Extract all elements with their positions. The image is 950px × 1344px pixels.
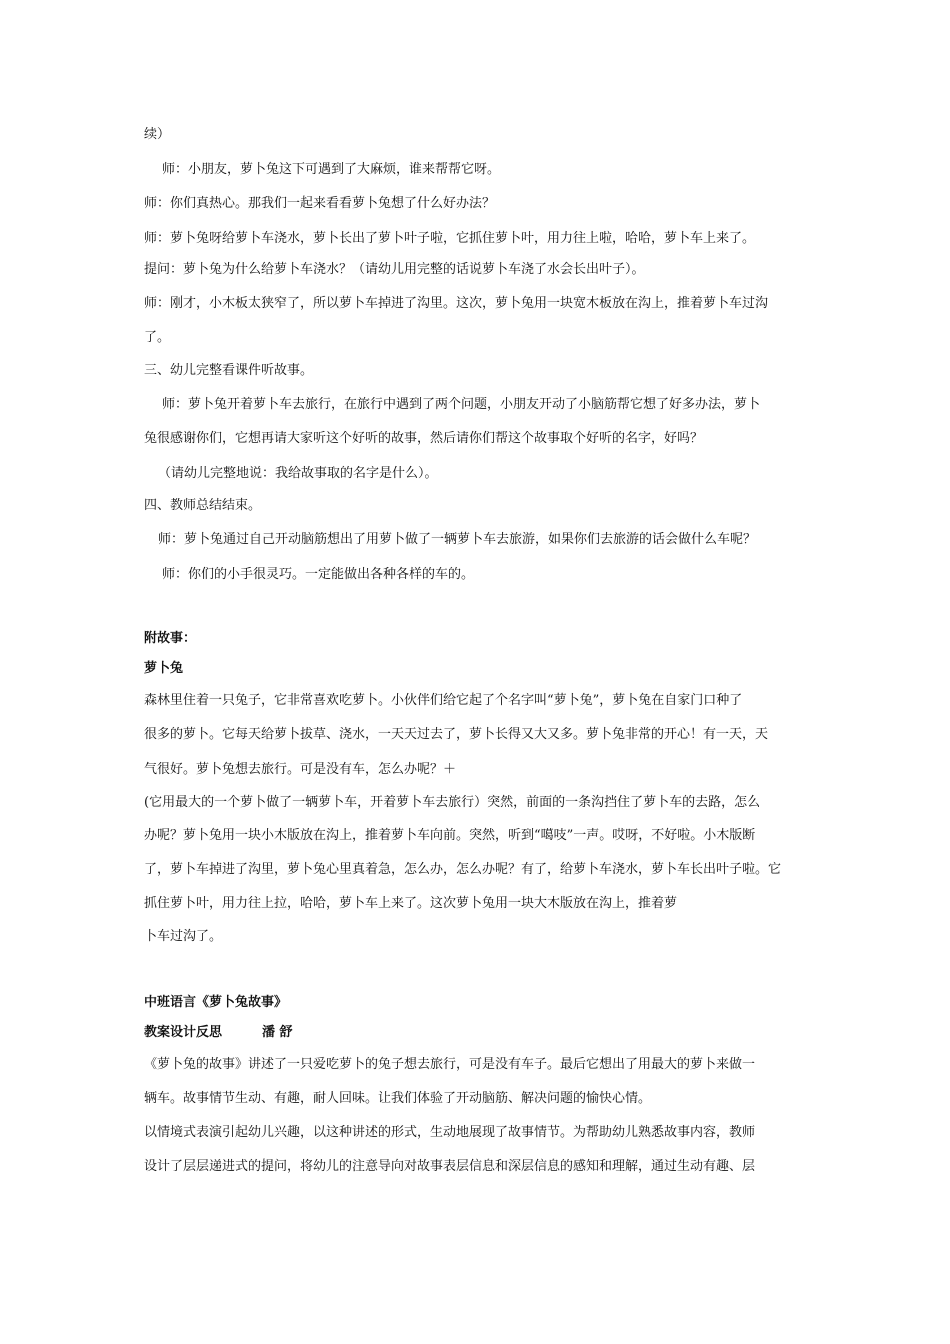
reflection-label: 教案设计反思 <box>144 1025 223 1040</box>
story-title: 萝卜兔 <box>144 661 184 676</box>
reflection-line: 辆车。故事情节生动、有趣，耐人回味。让我们体验了开动脑筋、解决问题的愉快心情。 <box>144 1091 652 1106</box>
reflection-line: 《萝卜兔的故事》讲述了一只爱吃萝卜的兔子想去旅行，可是没有车子。最后它想出了用最大的萝卜来做一 <box>144 1057 756 1072</box>
section-heading: 三、幼儿完整看课件听故事。 <box>144 363 314 378</box>
story-line: 办呢？萝卜兔用一块小木版放在沟上，推着萝卜车向前。突然，听到“噶吱”一声。哎呀，不好啦。小木版断 <box>144 828 756 843</box>
text-line: 师：刚才，小木板太狭窄了，所以萝卜车掉进了沟里。这次，萝卜兔用一块宽木板放在沟上，推着萝卜车过沟 <box>144 296 769 311</box>
author-name: 潘 舒 <box>262 1025 293 1040</box>
text-line: 了。 <box>144 330 171 345</box>
story-line: 了，萝卜车掉进了沟里，萝卜兔心里真着急，怎么办，怎么办呢？有了，给萝卜车浇水，萝卜车长出叶子啦。它 <box>144 862 782 877</box>
text-line: 师：你们真热心。那我们一起来看看萝卜兔想了什么好办法？ <box>144 196 496 211</box>
lesson-title: 中班语言《萝卜兔故事》 <box>144 995 288 1010</box>
story-line: 森林里住着一只兔子，它非常喜欢吃萝卜。小伙伴们给它起了个名字叫“萝卜兔”，萝卜兔在自家门口种了 <box>144 693 743 708</box>
story-line: (它用最大的一个萝卜做了一辆萝卜车，开着萝卜车去旅行）突然，前面的一条沟挡住了萝卜车的去路，怎么 <box>144 795 761 810</box>
text-line: 提问：萝卜兔为什么给萝卜车浇水？（请幼儿用完整的话说萝卜车浇了水会长出叶子）。 <box>144 262 645 277</box>
text-line: 兔很感谢你们，它想再请大家听这个好听的故事，然后请你们帮这个故事取个好听的名字，好吗？ <box>144 431 704 446</box>
text-line: 师：萝卜兔呀给萝卜车浇水，萝卜长出了萝卜叶子啦，它抓住萝卜叶，用力往上啦，哈哈，萝卜车上来了。 <box>144 231 756 246</box>
reflection-heading <box>144 1024 293 1042</box>
text-line: 续） <box>144 127 171 142</box>
appendix-heading: 附故事： <box>144 631 197 646</box>
section-heading: 四、教师总结结束。 <box>144 498 262 513</box>
reflection-line: 设计了层层递进式的提问，将幼儿的注意导向对故事表层信息和深层信息的感知和理解，通过生动有趣、层 <box>144 1159 756 1174</box>
text-line: 师：萝卜兔开着萝卜车去旅行，在旅行中遇到了两个问题，小朋友开动了小脑筋帮它想了好多办法，萝卜 <box>162 397 761 412</box>
text-line: 师：小朋友，萝卜兔这下可遇到了大麻烦，谁来帮帮它呀。 <box>162 162 501 177</box>
text-line: 师：你们的小手很灵巧。一定能做出各种各样的车的。 <box>162 567 475 582</box>
story-line: 气很好。萝卜兔想去旅行。可是没有车，怎么办呢？＋ <box>144 762 457 777</box>
story-line: 抓住萝卜叶，用力往上拉，哈哈，萝卜车上来了。这次萝卜兔用一块大木版放在沟上，推着萝 <box>144 896 678 911</box>
reflection-line: 以情境式表演引起幼儿兴趣，以这种讲述的形式，生动地展现了故事情节。为帮助幼儿熟悉故事内容，教师 <box>144 1125 756 1140</box>
text-line: （请幼儿完整地说：我给故事取的名字是什么）。 <box>158 466 438 481</box>
text-line: 师：萝卜兔通过自己开动脑筋想出了用萝卜做了一辆萝卜车去旅游，如果你们去旅游的话会做什么车呢？ <box>158 532 757 547</box>
story-line: 很多的萝卜。它每天给萝卜拔草、浇水，一天天过去了，萝卜长得又大又多。萝卜兔非常的开心！有一天，天 <box>144 727 769 742</box>
story-line: 卜车过沟了。 <box>144 929 223 944</box>
